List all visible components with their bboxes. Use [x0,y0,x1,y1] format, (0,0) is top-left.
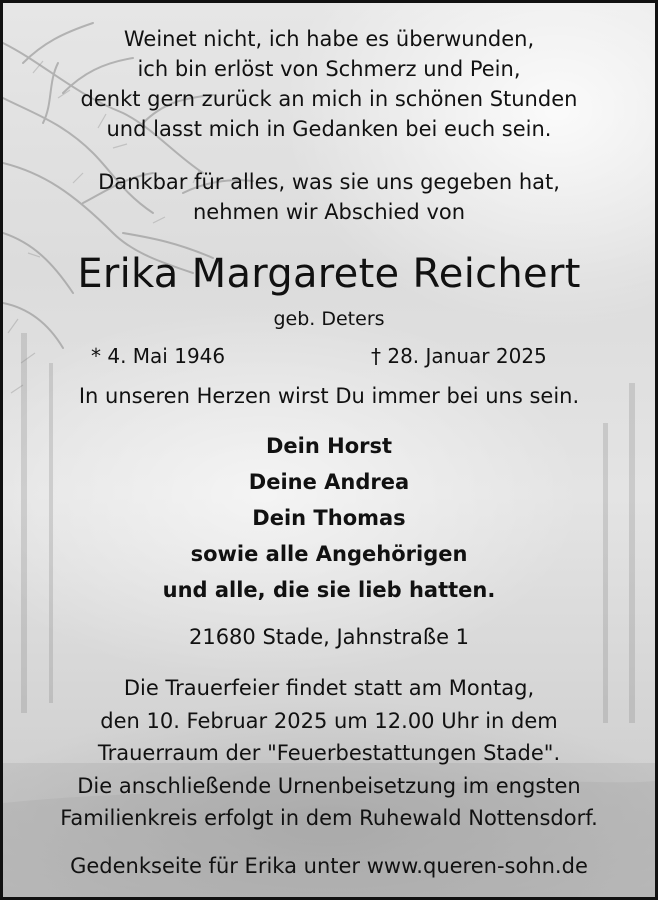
deceased-name: Erika Margarete Reichert [77,251,581,297]
motto: In unseren Herzen wirst Du immer bei uns sein. [78,384,580,408]
service-line: Die Trauerfeier findet statt am Montag, [123,676,535,700]
mourner-line: sowie alle Angehörigen [190,542,468,566]
mourner-line: Deine Andrea [248,470,410,494]
poem [3,24,655,144]
poem-line: und lasst mich in Gedanken bei euch sein. [106,117,552,141]
mourners-list [3,428,655,608]
death-date: † 28. Januar 2025 [371,344,547,368]
intro-line: nehmen wir Abschied von [192,200,466,224]
poem-line: denkt gern zurück an mich in schönen Stunden [80,87,578,111]
mourner-line: und alle, die sie lieb hatten. [162,578,496,602]
intro-text [3,167,655,227]
service-line: den 10. Februar 2025 um 12.00 Uhr in dem [100,708,558,733]
address: 21680 Stade, Jahnstraße 1 [188,625,470,649]
poem-line: ich bin erlöst von Schmerz und Pein, [137,57,521,81]
service-line: Familienkreis erfolgt in dem Ruhewald Nottensdorf. [60,806,598,830]
mourner-line: Dein Thomas [252,506,406,530]
memorial-page-link: Gedenkseite für Erika unter www.queren-sohn.de [70,854,588,878]
service-info [3,672,655,835]
intro-line: Dankbar für alles, was sie uns gegeben hat, [98,170,560,194]
service-line: Die anschließende Urnenbeisetzung im engsten [77,773,581,798]
birth-date: * 4. Mai 1946 [91,344,226,368]
birth-name: geb. Deters [273,308,385,330]
poem-line: Weinet nicht, ich habe es überwunden, [123,27,535,51]
service-line: Trauerraum der "Feuerbestattungen Stade". [97,741,561,765]
mourner-line: Dein Horst [265,434,393,458]
